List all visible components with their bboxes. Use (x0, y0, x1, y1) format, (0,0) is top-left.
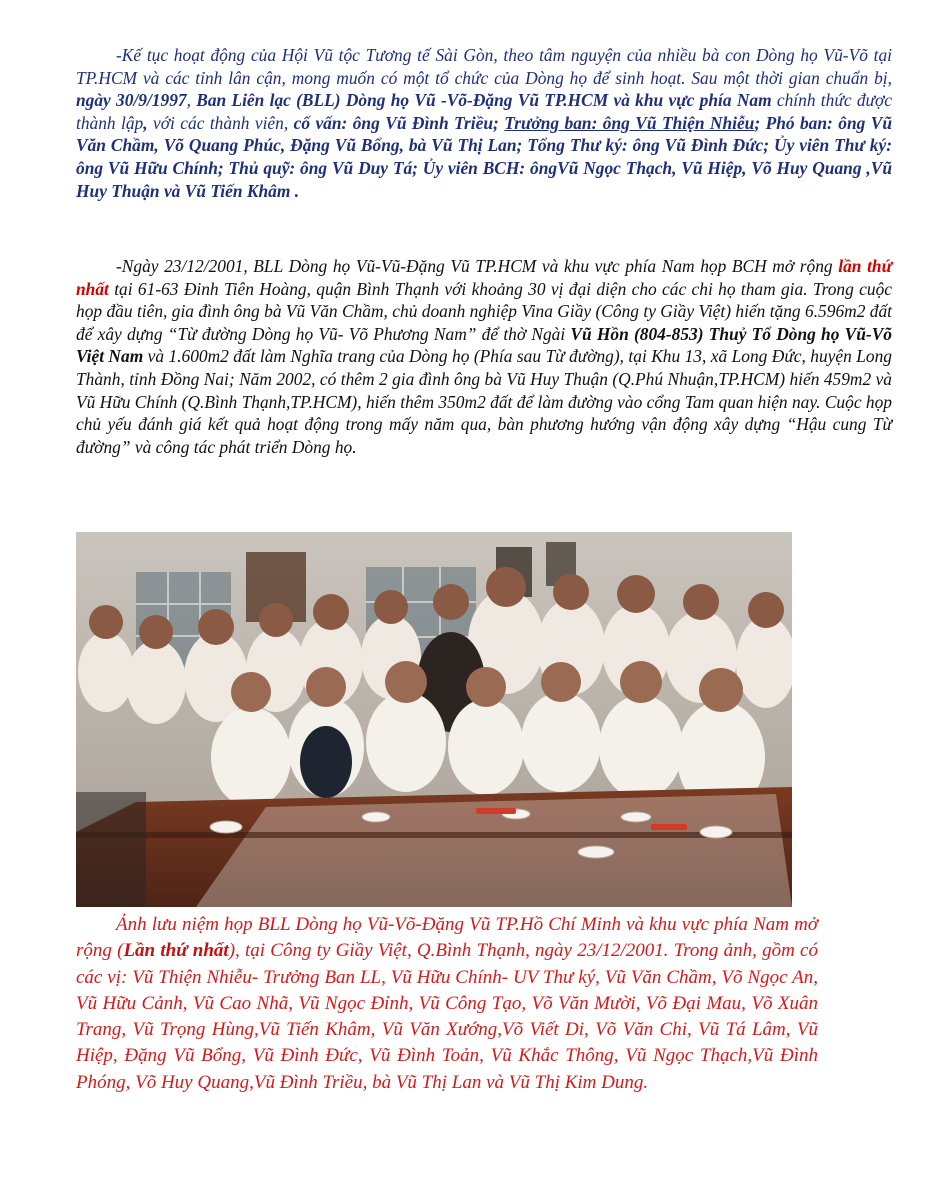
para1-date: ngày 30/9/1997 (76, 90, 187, 111)
caption-first-time: Lần thứ nhất (123, 940, 229, 962)
photo-caption (76, 912, 818, 1096)
group-photo (76, 532, 792, 907)
para1-text-4: với các thành viên, (147, 112, 294, 133)
caption-text-1: Ảnh lưu niệm họp BLL Dòng họ Vũ-Võ-Đặng Vũ TP.Hồ Chí Minh và khu vực phía Nam mở rộng ( (76, 914, 818, 962)
para2-text-1: -Ngày 23/12/2001, BLL Dòng họ Vũ-Vũ-Đặng Vũ TP.HCM và khu vực phía Nam họp BCH mở rộng (116, 256, 839, 276)
paragraph-first-meeting (76, 255, 892, 458)
para1-text-1: -Kế tục hoạt động của Hội Vũ tộc Tương tế Sài Gòn, theo tâm nguyện của nhiều bà con Dòng họ Vũ-Võ tại TP.HCM và các tỉnh lân cận, mong muốn có một tổ chức của Dòng họ để sinh hoạt. Sau một thời gian chuẩn bị, (76, 45, 892, 88)
para1-advisor: cố vấn: ông Vũ Đình Triều; (293, 112, 499, 133)
caption-text-2: ), tại Công ty Giầy Việt, Q.Bình Thạnh, ngày 23/12/2001. Trong ảnh, gồm có các vị: Vũ Thiện Nhiễu- Trưởng Ban LL, Vũ Hữu Chính- UV Thư ký, Vũ Văn Chầm, Võ Ngọc An, Vũ Hữu Cảnh, Vũ Cao Nhã, Vũ Ngọc Đỉnh, Vũ Công Tạo, Võ Văn Mười, Võ Đại Mau, Võ Xuân Trang, Vũ Trọng Hùng,Vũ Tiến Khâm, Vũ Văn Xướng,Võ Viết Di, Võ Văn Chi, Vũ Tá Lâm, Vũ Hiệp, Đặng Vũ Bổng, Vũ Đình Đức, Vũ Đình Toản, Vũ Khắc Thông, Vũ Ngọc Thạch,Vũ Đình Phóng, Võ Huy Quang,Vũ Đình Triều, bà Vũ Thị Lan và Vũ Thị Kim Dung. (76, 940, 818, 1093)
paragraph-founding (76, 44, 892, 202)
para1-members: ; Phó ban: ông Vũ Văn Chầm, Võ Quang Phúc, Đặng Vũ Bổng, bà Vũ Thị Lan; Tổng Thư ký: ông Vũ Đình Đức; Ủy viên Thư ký: ông Vũ Hữu Chính; Thủ quỹ: ông Vũ Duy Tá; Ủy viên BCH: ôngVũ Ngọc Thạch, Vũ Hiệp, Võ Huy Quang ,Vũ Huy Thuận và Vũ Tiến Khâm . (76, 112, 892, 201)
group-photo-illustration (76, 532, 792, 907)
para1-text-3: chính thức được thành lập (76, 90, 892, 133)
para2-ancestor: Vũ Hồn (804-853) Thuỷ Tổ Dòng họ Vũ-Võ Việt Nam (76, 323, 892, 367)
para1-org-name: Ban Liên lạc (BLL) Dòng họ Vũ -Võ-Đặng Vũ TP.HCM và khu vực phía Nam (196, 90, 772, 111)
para2-text-3: và 1.600m2 đất làm Nghĩa trang của Dòng họ (Phía sau Từ đường), tại Khu 13, xã Long Đức, huyện Long Thành, tỉnh Đồng Nai; Năm 2002, có thêm 2 gia đình ông bà Vũ Huy Thuận (Q.Phú Nhuận,TP.HCM) hiến 459m2 và Vũ Hữu Chính (Q.Bình Thạnh,TP.HCM), hiến thêm 350m2 đất để làm đường vào cổng Tam quan hiện nay. Cuộc họp chủ yếu đánh giá kết quả hoạt động trong mấy năm qua, bàn phương hướng vận động xây dựng “Hậu cung Từ đường” và công tác phát triển Dòng họ. (76, 346, 892, 457)
para1-comma: , (143, 112, 148, 133)
para1-head: Trưởng ban: ông Vũ Thiện Nhiễu (504, 112, 755, 133)
para2-text-2: tại 61-63 Đinh Tiên Hoàng, quận Bình Thạnh với khoảng 30 vị đại diện cho các chi họ tham gia. Trong cuộc họp đầu tiên, gia đình ông bà Vũ Văn Chầm, chủ doanh nghiệp Vina Giầy (Công ty Giầy Việt) hiến tặng 6.596m2 đất để xây dựng “Từ đường Dòng họ Vũ- Võ Phương Nam” để thờ Ngài (76, 278, 892, 344)
para2-first-time: lần thứ nhất (76, 256, 892, 299)
para1-text-2: , (186, 90, 197, 111)
